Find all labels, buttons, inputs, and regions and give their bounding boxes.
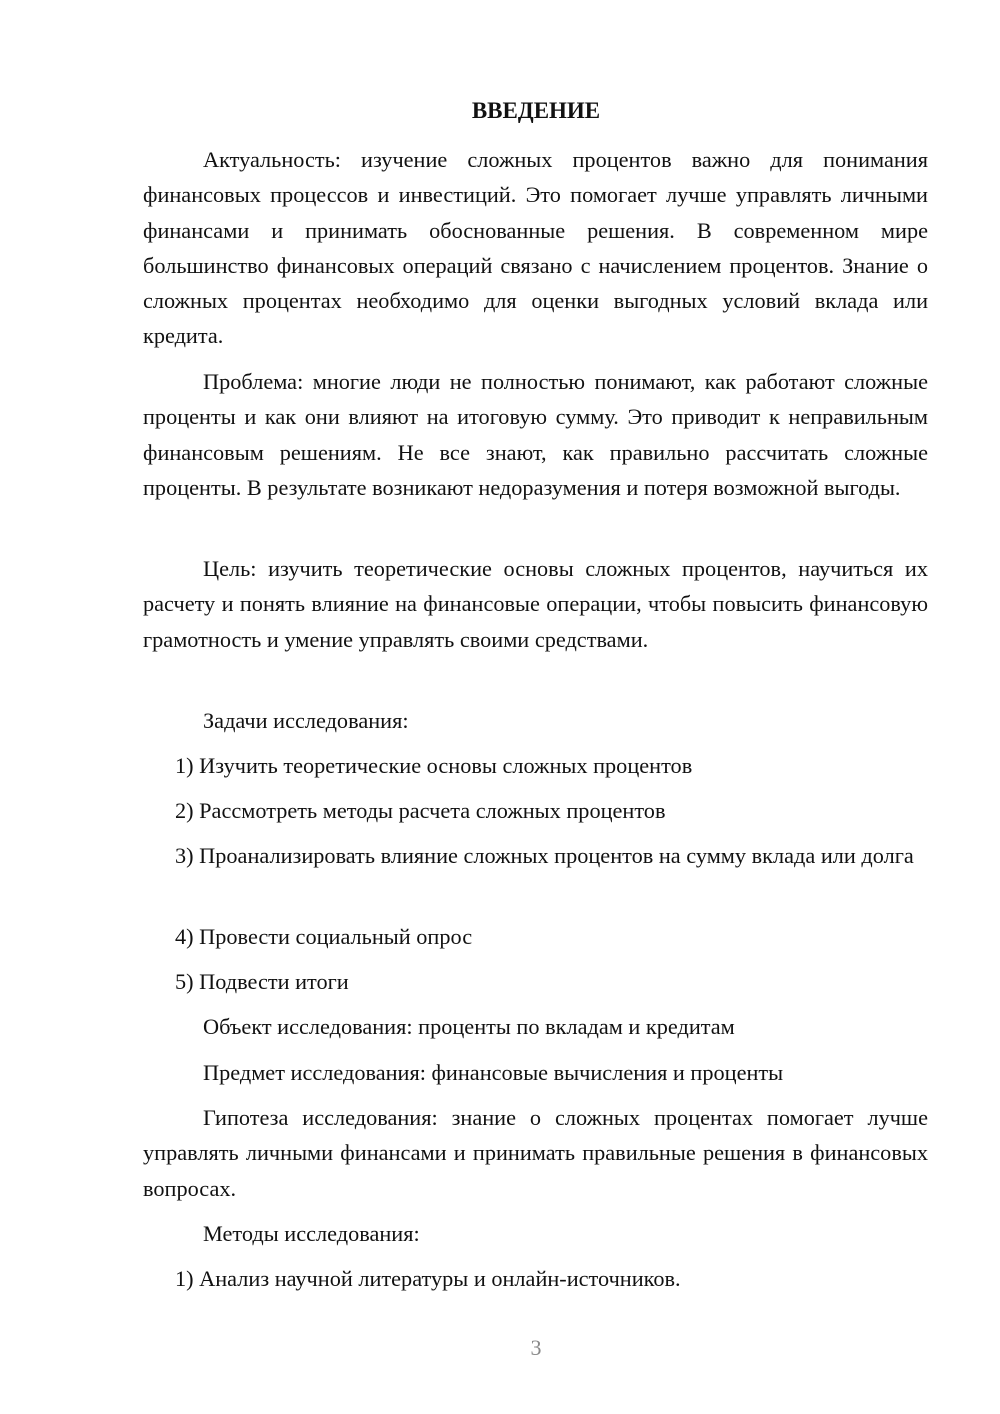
- page-number: 3: [530, 1335, 542, 1360]
- relevance-paragraph: Актуальность: изучение сложных процентов важно для понимания финансовых процессов и инвестиций. Это помогает лучше управлять личными финансами и принимать обоснованные решения. В современном мире большинство финансовых операций связано с начислением процентов. Знание о сложных процентах необходимо для оценки выгодных условий вклада или кредита.: [143, 147, 928, 349]
- task-item-1: 1) Изучить теоретические основы сложных процентов: [175, 753, 693, 778]
- method-item-1: 1) Анализ научной литературы и онлайн-источников.: [175, 1266, 681, 1291]
- task-item-3: 3) Проанализировать влияние сложных процентов на сумму вклада или долга: [175, 843, 914, 868]
- page-title: ВВЕДЕНИЕ: [471, 98, 601, 123]
- methods-heading: Методы исследования:: [203, 1221, 420, 1246]
- tasks-heading: Задачи исследования:: [203, 708, 409, 733]
- hypothesis-paragraph: Гипотеза исследования: знание о сложных процентах помогает лучше управлять личными финансами и принимать правильные решения в финансовых вопросах.: [143, 1105, 928, 1201]
- problem-paragraph: Проблема: многие люди не полностью понимают, как работают сложные проценты и как они влияют на итоговую сумму. Это приводит к неправильным финансовым решениям. Не все знают, как правильно рассчитать сложные проценты. В результате возникают недоразумения и потеря возможной выгоды.: [143, 369, 928, 500]
- task-item-4: 4) Провести социальный опрос: [175, 924, 473, 949]
- task-item-2: 2) Рассмотреть методы расчета сложных процентов: [175, 798, 666, 823]
- object-paragraph: Объект исследования: проценты по вкладам и кредитам: [203, 1014, 735, 1039]
- subject-paragraph: Предмет исследования: финансовые вычисления и проценты: [203, 1060, 784, 1085]
- goal-paragraph: Цель: изучить теоретические основы сложных процентов, научиться их расчету и понять влияние на финансовые операции, чтобы повысить финансовую грамотность и умение управлять своими средствами.: [143, 556, 928, 652]
- task-item-5: 5) Подвести итоги: [175, 969, 349, 994]
